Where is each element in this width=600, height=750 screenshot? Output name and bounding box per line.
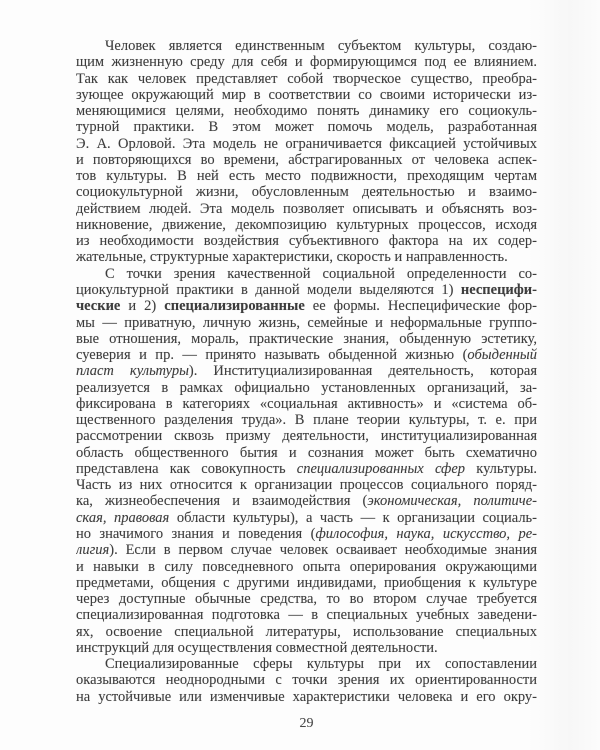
text-line xyxy=(76,363,537,379)
text-segment: щественного разделения труда». В плане теории культуры, т. е. при xyxy=(76,412,537,429)
text-line xyxy=(76,347,537,363)
text-line xyxy=(76,380,537,396)
text-line xyxy=(76,249,537,265)
text-segment: и навыки в силу повседневного опыта оперирования окружающими xyxy=(76,558,537,575)
text-segment: представлена как совокупность xyxy=(76,460,297,477)
italic-text: пласт культуры xyxy=(76,363,189,380)
italic-text: лигия xyxy=(76,542,110,559)
text-line xyxy=(76,412,537,428)
text-segment: Часть из них относится к организации процессов социального поряд- xyxy=(76,477,537,494)
text-segment: Специализированные сферы культуры при их сопоставлении xyxy=(105,656,537,673)
text-line xyxy=(76,477,537,493)
text-segment: из необходимости воздействия субъективного фактора на их содер- xyxy=(76,233,537,250)
text-line xyxy=(76,559,537,575)
text-segment: культуры. xyxy=(465,460,537,477)
text-line xyxy=(76,461,537,477)
text-segment: турной практики. В этом может помочь модель, разработанная xyxy=(76,119,537,136)
italic-text: обыденный xyxy=(467,347,537,364)
text-line xyxy=(76,217,537,233)
text-line xyxy=(76,510,537,526)
text-line xyxy=(76,526,537,542)
text-segment: Так как человек представляет собой творческое существо, преобра- xyxy=(76,70,537,87)
text-segment: щим жизненную среду для себя и формирующимся под ее влиянием. xyxy=(76,54,537,71)
text-segment: социокультурной жизни, обусловленным деятельностью и взаимо- xyxy=(76,184,537,201)
text-segment: реализуется в рамках официально установленных организаций, за- xyxy=(76,379,537,396)
text-line xyxy=(76,445,537,461)
text-line xyxy=(76,168,537,184)
text-segment: рассмотрении сквозь призму деятельности, институциализированная xyxy=(76,428,537,445)
text-line xyxy=(76,298,537,314)
text-line xyxy=(76,282,537,298)
text-segment: мы — приватную, личную жизнь, семейные и неформальные группо- xyxy=(76,314,537,331)
italic-text: специализированных сфер xyxy=(296,460,466,477)
text-segment: зующее окружающий мир в соответствии со своими исторически из- xyxy=(76,86,537,103)
text-segment: С точки зрения качественной социальной определенности со- xyxy=(105,265,537,282)
text-segment: инструкций для осуществления совместной деятельности. xyxy=(76,639,438,656)
text-segment: ее формы. Неспецифические фор- xyxy=(304,298,537,315)
text-line xyxy=(76,136,537,152)
text-segment: область общественного бытия и сознания может быть схематично xyxy=(76,444,537,461)
text-line xyxy=(76,233,537,249)
text-segment: ). Институциализированная деятельность, которая xyxy=(188,363,537,380)
text-segment: и 2) xyxy=(120,298,165,315)
text-segment: вые отношения, мораль, практические знания, обыденную эстетику, xyxy=(76,330,537,347)
text-line xyxy=(76,396,537,412)
text-line xyxy=(76,152,537,168)
text-line xyxy=(76,542,537,558)
text-line xyxy=(76,607,537,623)
text-line xyxy=(76,689,537,705)
text-line xyxy=(76,656,537,672)
text-segment: области культуры), а часть — к организации социаль- xyxy=(169,509,537,526)
text-line xyxy=(76,266,537,282)
text-line xyxy=(76,315,537,331)
text-line xyxy=(76,672,537,688)
bold-text: ческие xyxy=(76,298,121,315)
text-segment: ). Если в первом случае человек осваивает необходимые знания xyxy=(109,542,537,559)
text-segment: Э. А. Орловой. Эта модель не ограничивается фиксацией устойчивых xyxy=(76,135,537,152)
text-segment: оказываются неоднородными с точки зрения их ориентированности xyxy=(76,672,537,689)
text-segment: специализированная подготовка — в специальных учебных заведени- xyxy=(76,607,537,624)
text-line xyxy=(76,119,537,135)
text-segment: но значимого знания и поведения ( xyxy=(76,525,316,542)
text-line xyxy=(76,575,537,591)
page-number: 29 xyxy=(299,716,314,731)
italic-text: философия, наука, искусство, ре- xyxy=(315,525,537,542)
text-line xyxy=(76,87,537,103)
text-line xyxy=(76,493,537,509)
text-segment: действием людей. Эта модель позволяет описывать и объяснять воз- xyxy=(76,200,537,217)
text-segment: Человек является единственным субъектом культуры, создаю- xyxy=(105,38,537,54)
text-line xyxy=(76,428,537,444)
text-line xyxy=(76,201,537,217)
text-line xyxy=(76,591,537,607)
text-segment: суеверия и пр. — принято называть обыденной жизнью ( xyxy=(76,347,468,364)
text-segment: предметами, общения с другими индивидами, приобщения к культуре xyxy=(76,574,537,591)
bold-text: специализированные xyxy=(164,298,305,315)
text-segment: никновение, движение, декомпозицию культурных процессов, исходя xyxy=(76,216,537,233)
text-line xyxy=(76,54,537,70)
bold-text: неспецифи- xyxy=(460,281,537,298)
text-segment: ях, освоение специальной литературы, использование специальных xyxy=(76,623,537,640)
italic-text: экономическая, политиче- xyxy=(367,493,537,510)
text-segment: тов культуры. В ней есть место подвижности, преходящим чертам xyxy=(76,168,537,185)
text-block xyxy=(76,38,537,705)
text-segment: циокультурной практики в данной модели выделяются 1) xyxy=(76,281,461,298)
text-segment: и повторяющихся во времени, абстрагированных от человека аспек- xyxy=(76,151,537,168)
text-line xyxy=(76,624,537,640)
text-line xyxy=(76,331,537,347)
text-segment: на устойчивые или изменчивые характеристики человека и его окру- xyxy=(76,688,537,705)
text-segment: фиксирована в категориях «социальная активность» и «система об- xyxy=(76,395,537,412)
text-segment: ка, жизнеобеспечения и взаимодействия ( xyxy=(76,493,368,510)
text-line xyxy=(76,103,537,119)
text-segment: через доступные обычные средства, то во втором случае требуется xyxy=(76,591,537,608)
text-line xyxy=(76,640,537,656)
text-line xyxy=(76,38,537,54)
text-segment: жательные, структурные характеристики, скорость и направленность. xyxy=(76,249,508,266)
text-line xyxy=(76,71,537,87)
italic-text: ская, правовая xyxy=(76,509,170,526)
text-line xyxy=(76,184,537,200)
text-segment: меняющимися целями, необходимо понять динамику его социокуль- xyxy=(76,103,537,120)
